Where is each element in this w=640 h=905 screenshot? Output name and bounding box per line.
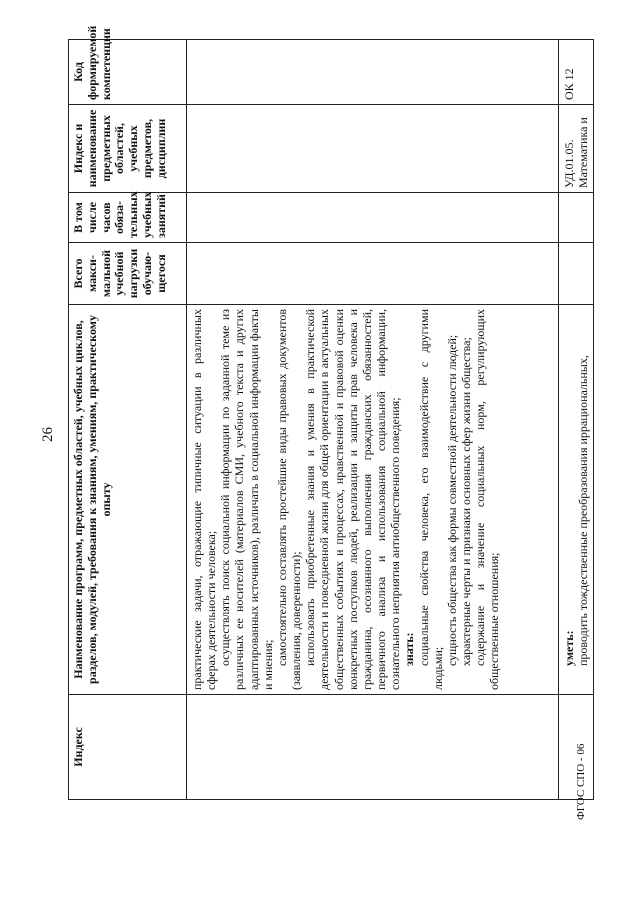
- header-disc: Индекс и наименование предметных областей, учебных предметов, дисциплин: [69, 105, 187, 193]
- footer-code: ФГОС СПО - 06: [575, 743, 587, 820]
- discipline-code: УД.01.05.: [562, 139, 576, 188]
- cell-code-empty: [187, 40, 559, 105]
- discipline-name: Математика и: [576, 117, 591, 188]
- cell-total-empty: [187, 243, 559, 305]
- know-k1: социальные свойства человека, его взаимодействие с другими людьми;: [416, 309, 445, 690]
- cell-index-empty: [187, 695, 559, 800]
- cell-discipline: [559, 105, 594, 193]
- req-p1: практические задачи, отражающие типичные ситуации в различных сферах деятельности человека;: [190, 309, 219, 690]
- req-p4: использовать приобретенные знания и умения в практической деятельности и повседневной жизни для общей ориентации в актуальных общественных событиях и процессах, нравственной и правовой оценки конкретных поступков людей, реализации и защиты прав человека и гражданина, осознанного выполнения гражданских обязанностей, первичного анализа и использования социальной информации, сознательного неприятия антиобщественного поведения;: [303, 309, 403, 690]
- know-k2: сущность общества как формы совместной деятельности людей;: [444, 334, 459, 666]
- cell-total-empty: [559, 243, 594, 305]
- cell-incl-empty: [187, 193, 559, 243]
- cell-incl-empty: [559, 193, 594, 243]
- header-name: Наименование программ, предметных областей, учебных циклов, разделов, модулей, требования к знаниям, умениям, практическому опыту: [69, 305, 187, 695]
- cell-disc-empty: [187, 105, 559, 193]
- cell-skills: [559, 305, 594, 695]
- req-p3: самостоятельно составлять простейшие виды правовых документов (заявления, доверенности);: [274, 309, 304, 690]
- table-row: [187, 40, 559, 800]
- skill-label: уметь:: [562, 630, 576, 666]
- table-header-row: [69, 40, 187, 800]
- curriculum-table: [68, 25, 594, 800]
- know-k3: характерные черты и признаки основных сфер жизни общества;: [458, 337, 473, 666]
- page-number: 26: [40, 427, 56, 442]
- header-total: Всего макси-мальной учебной нагрузки обучаю-щегося: [69, 243, 187, 305]
- header-code: Код формируемой компетенции: [69, 40, 187, 105]
- req-p2: осуществлять поиск социальной информации по заданной теме из различных ее носителей (материалов СМИ, учебного текста и других адаптированных источников), различать в социальной информации факты и мнения;: [218, 309, 275, 690]
- know-label: знать:: [402, 632, 417, 666]
- cell-competence: ОК 12: [559, 40, 594, 105]
- table-row: [559, 40, 594, 800]
- know-k4: содержание и значение социальных норм, регулирующих общественные отношения;: [473, 309, 502, 690]
- cell-requirements: [187, 305, 559, 695]
- header-incl: В том числе часов обяза-тельных учебных занятий: [69, 193, 187, 243]
- header-index: Индекс: [69, 695, 187, 800]
- skill-text: проводить тождественные преобразования иррациональных,: [576, 355, 591, 666]
